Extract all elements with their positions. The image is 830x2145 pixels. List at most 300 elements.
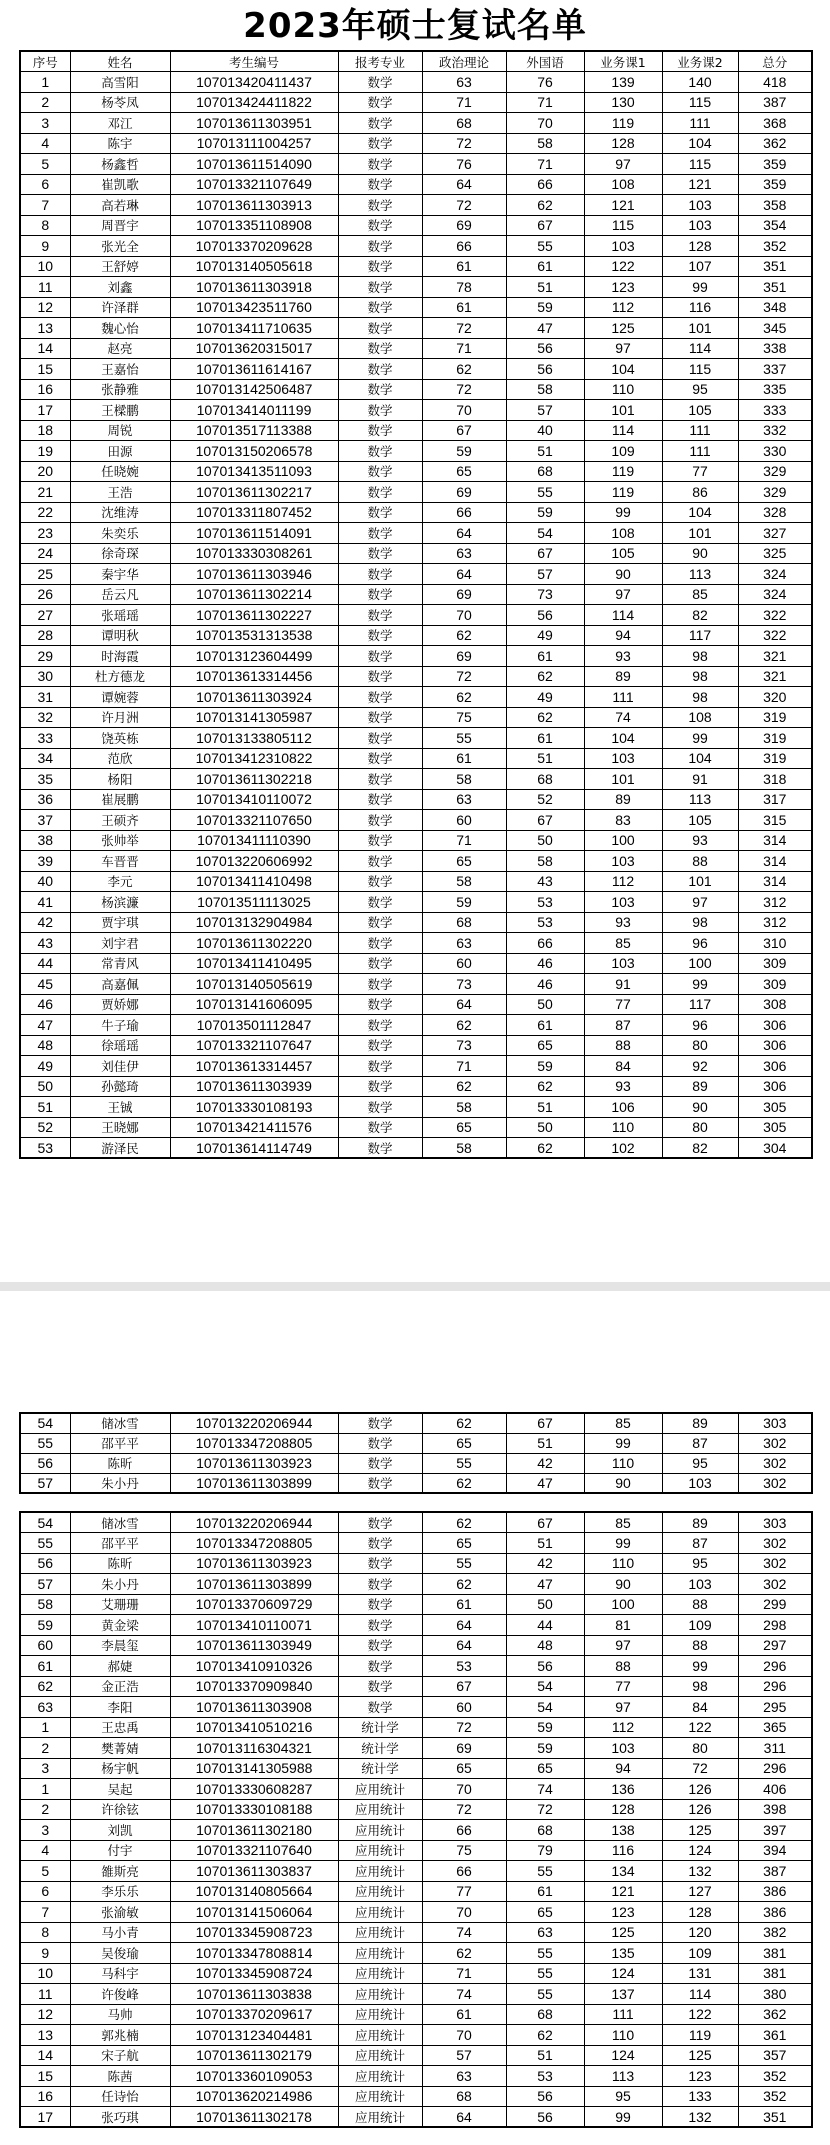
cell-serial: 30 <box>20 666 70 687</box>
cell-subject1: 124 <box>584 1963 662 1984</box>
cell-name: 马帅 <box>70 2004 170 2025</box>
table-row <box>20 1097 812 1118</box>
cell-subject1: 97 <box>584 584 662 605</box>
table-row <box>20 974 812 995</box>
cell-serial: 12 <box>20 297 70 318</box>
cell-politics: 55 <box>422 728 506 749</box>
cell-subject2: 98 <box>662 646 738 667</box>
cell-subject2: 103 <box>662 1574 738 1595</box>
cell-foreign-language: 51 <box>506 441 584 462</box>
cell-total: 312 <box>738 912 812 933</box>
cell-total: 381 <box>738 1963 812 1984</box>
cell-name: 田源 <box>70 441 170 462</box>
cell-major: 数学 <box>338 707 422 728</box>
cell-foreign-language: 59 <box>506 1056 584 1077</box>
cell-exam-id: 107013611302179 <box>170 2045 338 2066</box>
table-row <box>20 72 812 93</box>
cell-major: 数学 <box>338 113 422 134</box>
cell-subject1: 124 <box>584 2045 662 2066</box>
cell-politics: 66 <box>422 1861 506 1882</box>
cell-subject2: 132 <box>662 1861 738 1882</box>
cell-major: 数学 <box>338 892 422 913</box>
cell-major: 应用统计 <box>338 1779 422 1800</box>
cell-subject1: 103 <box>584 892 662 913</box>
cell-name: 崔凯歌 <box>70 174 170 195</box>
cell-major: 应用统计 <box>338 1984 422 2005</box>
cell-name: 陈宇 <box>70 133 170 154</box>
cell-subject2: 99 <box>662 277 738 298</box>
table-row <box>20 1056 812 1077</box>
cell-exam-id: 107013347808814 <box>170 1943 338 1964</box>
cell-total: 329 <box>738 461 812 482</box>
cell-name: 张瑶瑶 <box>70 605 170 626</box>
cell-subject2: 99 <box>662 728 738 749</box>
table-row <box>20 154 812 175</box>
cell-subject1: 97 <box>584 338 662 359</box>
cell-subject2: 131 <box>662 1963 738 1984</box>
cell-major: 数学 <box>338 502 422 523</box>
cell-politics: 64 <box>422 174 506 195</box>
cell-politics: 78 <box>422 277 506 298</box>
cell-total: 302 <box>738 1533 812 1554</box>
cell-exam-id: 107013611303951 <box>170 113 338 134</box>
cell-subject1: 99 <box>584 2107 662 2128</box>
cell-name: 王浩 <box>70 482 170 503</box>
cell-foreign-language: 51 <box>506 748 584 769</box>
cell-serial: 31 <box>20 687 70 708</box>
cell-major: 数学 <box>338 277 422 298</box>
cell-total: 329 <box>738 482 812 503</box>
cell-politics: 69 <box>422 646 506 667</box>
cell-name: 张渝敏 <box>70 1902 170 1923</box>
cell-politics: 61 <box>422 2004 506 2025</box>
cell-exam-id: 107013421411576 <box>170 1117 338 1138</box>
cell-foreign-language: 67 <box>506 1413 584 1433</box>
table-row <box>20 666 812 687</box>
cell-politics: 69 <box>422 584 506 605</box>
cell-name: 雒斯亮 <box>70 1861 170 1882</box>
cell-name: 高雪阳 <box>70 72 170 93</box>
cell-total: 319 <box>738 728 812 749</box>
cell-major: 数学 <box>338 666 422 687</box>
cell-exam-id: 107013613314456 <box>170 666 338 687</box>
table-row <box>20 1717 812 1738</box>
cell-serial: 20 <box>20 461 70 482</box>
cell-politics: 57 <box>422 2045 506 2066</box>
cell-subject2: 124 <box>662 1840 738 1861</box>
cell-total: 324 <box>738 564 812 585</box>
cell-name: 李晨玺 <box>70 1635 170 1656</box>
cell-exam-id: 107013620315017 <box>170 338 338 359</box>
cell-serial: 1 <box>20 72 70 93</box>
table-row <box>20 2025 812 2046</box>
cell-major: 数学 <box>338 646 422 667</box>
table-row <box>20 1413 812 1433</box>
cell-subject2: 126 <box>662 1779 738 1800</box>
candidate-table-page2-repeat <box>19 1412 813 1494</box>
table-row <box>20 564 812 585</box>
cell-name: 宋子航 <box>70 2045 170 2066</box>
cell-politics: 62 <box>422 625 506 646</box>
cell-subject2: 92 <box>662 1056 738 1077</box>
cell-subject2: 122 <box>662 1717 738 1738</box>
table-row <box>20 2086 812 2107</box>
cell-politics: 65 <box>422 1117 506 1138</box>
cell-subject1: 103 <box>584 236 662 257</box>
cell-subject2: 111 <box>662 420 738 441</box>
cell-foreign-language: 63 <box>506 1922 584 1943</box>
table-row <box>20 256 812 277</box>
cell-major: 数学 <box>338 1097 422 1118</box>
cell-subject1: 89 <box>584 789 662 810</box>
table-row <box>20 769 812 790</box>
cell-subject1: 88 <box>584 1656 662 1677</box>
cell-total: 394 <box>738 1840 812 1861</box>
cell-politics: 68 <box>422 2086 506 2107</box>
cell-subject2: 117 <box>662 625 738 646</box>
cell-name: 马科宇 <box>70 1963 170 1984</box>
cell-exam-id: 107013311807452 <box>170 502 338 523</box>
header-serial: 序号 <box>20 51 70 72</box>
cell-subject1: 103 <box>584 1738 662 1759</box>
cell-major: 数学 <box>338 461 422 482</box>
cell-serial: 2 <box>20 92 70 113</box>
cell-major: 数学 <box>338 133 422 154</box>
cell-total: 295 <box>738 1697 812 1718</box>
candidate-table-page2 <box>19 1511 813 2128</box>
cell-total: 351 <box>738 256 812 277</box>
cell-serial: 55 <box>20 1433 70 1453</box>
cell-subject1: 130 <box>584 92 662 113</box>
cell-foreign-language: 67 <box>506 215 584 236</box>
cell-serial: 10 <box>20 256 70 277</box>
header-total: 总分 <box>738 51 812 72</box>
cell-subject1: 121 <box>584 195 662 216</box>
table-row <box>20 482 812 503</box>
cell-subject1: 90 <box>584 564 662 585</box>
cell-name: 许月洲 <box>70 707 170 728</box>
table-row <box>20 1697 812 1718</box>
cell-foreign-language: 67 <box>506 810 584 831</box>
cell-major: 数学 <box>338 728 422 749</box>
cell-major: 应用统计 <box>338 1902 422 1923</box>
cell-politics: 65 <box>422 461 506 482</box>
cell-foreign-language: 55 <box>506 482 584 503</box>
cell-serial: 17 <box>20 2107 70 2128</box>
cell-major: 数学 <box>338 687 422 708</box>
cell-politics: 65 <box>422 1758 506 1779</box>
cell-exam-id: 107013424411822 <box>170 92 338 113</box>
cell-politics: 72 <box>422 133 506 154</box>
cell-name: 任诗怡 <box>70 2086 170 2107</box>
cell-major: 数学 <box>338 625 422 646</box>
cell-name: 谭明秋 <box>70 625 170 646</box>
cell-name: 王铖 <box>70 1097 170 1118</box>
table-row <box>20 851 812 872</box>
cell-subject2: 101 <box>662 318 738 339</box>
cell-name: 李阳 <box>70 1697 170 1718</box>
cell-subject2: 105 <box>662 400 738 421</box>
cell-serial: 9 <box>20 236 70 257</box>
cell-subject2: 72 <box>662 1758 738 1779</box>
cell-exam-id: 107013517113388 <box>170 420 338 441</box>
cell-serial: 1 <box>20 1779 70 1800</box>
cell-exam-id: 107013142506487 <box>170 379 338 400</box>
cell-exam-id: 107013133805112 <box>170 728 338 749</box>
cell-serial: 25 <box>20 564 70 585</box>
cell-name: 金正浩 <box>70 1676 170 1697</box>
cell-foreign-language: 56 <box>506 338 584 359</box>
cell-major: 数学 <box>338 1035 422 1056</box>
cell-foreign-language: 40 <box>506 420 584 441</box>
cell-subject1: 95 <box>584 2086 662 2107</box>
cell-foreign-language: 62 <box>506 195 584 216</box>
cell-exam-id: 107013611303939 <box>170 1076 338 1097</box>
cell-name: 马小青 <box>70 1922 170 1943</box>
cell-subject1: 125 <box>584 318 662 339</box>
cell-politics: 66 <box>422 502 506 523</box>
cell-major: 数学 <box>338 912 422 933</box>
cell-name: 周锐 <box>70 420 170 441</box>
cell-name: 张帅举 <box>70 830 170 851</box>
cell-total: 354 <box>738 215 812 236</box>
table-row <box>20 174 812 195</box>
cell-serial: 4 <box>20 133 70 154</box>
cell-politics: 59 <box>422 892 506 913</box>
cell-total: 348 <box>738 297 812 318</box>
cell-subject2: 128 <box>662 236 738 257</box>
cell-total: 309 <box>738 974 812 995</box>
cell-total: 362 <box>738 133 812 154</box>
cell-total: 314 <box>738 851 812 872</box>
cell-politics: 70 <box>422 1902 506 1923</box>
cell-major: 数学 <box>338 543 422 564</box>
cell-exam-id: 107013611302227 <box>170 605 338 626</box>
cell-exam-id: 107013423511760 <box>170 297 338 318</box>
cell-name: 朱小丹 <box>70 1574 170 1595</box>
table-row <box>20 933 812 954</box>
cell-serial: 7 <box>20 195 70 216</box>
cell-serial: 32 <box>20 707 70 728</box>
cell-name: 车晋晋 <box>70 851 170 872</box>
cell-exam-id: 107013611303899 <box>170 1574 338 1595</box>
cell-total: 302 <box>738 1433 812 1453</box>
cell-name: 沈维涛 <box>70 502 170 523</box>
cell-subject2: 126 <box>662 1799 738 1820</box>
cell-name: 王嘉怡 <box>70 359 170 380</box>
cell-subject1: 99 <box>584 1433 662 1453</box>
cell-politics: 74 <box>422 1922 506 1943</box>
cell-foreign-language: 59 <box>506 297 584 318</box>
cell-serial: 56 <box>20 1553 70 1574</box>
cell-total: 317 <box>738 789 812 810</box>
cell-subject1: 112 <box>584 1717 662 1738</box>
cell-serial: 26 <box>20 584 70 605</box>
cell-politics: 58 <box>422 1097 506 1118</box>
cell-foreign-language: 74 <box>506 1779 584 1800</box>
cell-name: 范欣 <box>70 748 170 769</box>
cell-subject2: 114 <box>662 1984 738 2005</box>
cell-foreign-language: 55 <box>506 1861 584 1882</box>
header-subject1: 业务课1 <box>584 51 662 72</box>
cell-politics: 64 <box>422 564 506 585</box>
cell-politics: 60 <box>422 810 506 831</box>
cell-major: 数学 <box>338 1138 422 1159</box>
cell-exam-id: 107013330608287 <box>170 1779 338 1800</box>
cell-name: 张光全 <box>70 236 170 257</box>
cell-subject1: 137 <box>584 1984 662 2005</box>
table-row <box>20 1433 812 1453</box>
cell-foreign-language: 68 <box>506 1820 584 1841</box>
cell-exam-id: 107013611303908 <box>170 1697 338 1718</box>
cell-politics: 61 <box>422 748 506 769</box>
cell-total: 299 <box>738 1594 812 1615</box>
cell-serial: 47 <box>20 1015 70 1036</box>
table-row <box>20 1656 812 1677</box>
cell-subject1: 102 <box>584 1138 662 1159</box>
cell-serial: 39 <box>20 851 70 872</box>
cell-total: 352 <box>738 2066 812 2087</box>
cell-total: 314 <box>738 830 812 851</box>
table-row <box>20 1594 812 1615</box>
cell-exam-id: 107013611302217 <box>170 482 338 503</box>
table-row <box>20 400 812 421</box>
cell-name: 谭婉蓉 <box>70 687 170 708</box>
table-row <box>20 1015 812 1036</box>
cell-exam-id: 107013370209617 <box>170 2004 338 2025</box>
cell-name: 魏心怡 <box>70 318 170 339</box>
cell-name: 王忠禹 <box>70 1717 170 1738</box>
cell-exam-id: 107013611302218 <box>170 769 338 790</box>
cell-subject2: 95 <box>662 379 738 400</box>
cell-name: 吴俊瑜 <box>70 1943 170 1964</box>
table-row <box>20 1943 812 1964</box>
cell-subject2: 98 <box>662 687 738 708</box>
cell-name: 常青风 <box>70 953 170 974</box>
cell-name: 许俊峰 <box>70 1984 170 2005</box>
cell-exam-id: 107013611302178 <box>170 2107 338 2128</box>
cell-subject2: 86 <box>662 482 738 503</box>
table-row <box>20 502 812 523</box>
cell-foreign-language: 70 <box>506 113 584 134</box>
cell-subject1: 90 <box>584 1574 662 1595</box>
cell-politics: 72 <box>422 1717 506 1738</box>
cell-foreign-language: 61 <box>506 646 584 667</box>
cell-foreign-language: 54 <box>506 1697 584 1718</box>
table-row <box>20 543 812 564</box>
cell-politics: 67 <box>422 1676 506 1697</box>
cell-subject2: 98 <box>662 912 738 933</box>
cell-politics: 59 <box>422 441 506 462</box>
table-row <box>20 1963 812 1984</box>
cell-total: 306 <box>738 1056 812 1077</box>
cell-total: 319 <box>738 707 812 728</box>
cell-serial: 11 <box>20 1984 70 2005</box>
cell-name: 许徐铉 <box>70 1799 170 1820</box>
cell-total: 297 <box>738 1635 812 1656</box>
cell-total: 345 <box>738 318 812 339</box>
cell-subject1: 101 <box>584 769 662 790</box>
cell-politics: 60 <box>422 1697 506 1718</box>
cell-foreign-language: 50 <box>506 1594 584 1615</box>
cell-major: 数学 <box>338 1413 422 1433</box>
table-row <box>20 830 812 851</box>
cell-exam-id: 107013345908723 <box>170 1922 338 1943</box>
cell-subject1: 123 <box>584 277 662 298</box>
cell-subject1: 100 <box>584 1594 662 1615</box>
cell-subject1: 122 <box>584 256 662 277</box>
cell-politics: 73 <box>422 1035 506 1056</box>
cell-foreign-language: 59 <box>506 1717 584 1738</box>
cell-serial: 59 <box>20 1615 70 1636</box>
cell-subject2: 103 <box>662 195 738 216</box>
cell-total: 319 <box>738 748 812 769</box>
cell-subject1: 121 <box>584 1881 662 1902</box>
cell-name: 王舒婷 <box>70 256 170 277</box>
table-row <box>20 441 812 462</box>
cell-subject1: 110 <box>584 2025 662 2046</box>
cell-serial: 33 <box>20 728 70 749</box>
cell-foreign-language: 61 <box>506 728 584 749</box>
cell-major: 数学 <box>338 1676 422 1697</box>
cell-subject2: 140 <box>662 72 738 93</box>
cell-total: 303 <box>738 1413 812 1433</box>
cell-serial: 3 <box>20 1758 70 1779</box>
table-row <box>20 338 812 359</box>
cell-subject1: 135 <box>584 1943 662 1964</box>
cell-politics: 74 <box>422 1984 506 2005</box>
cell-serial: 22 <box>20 502 70 523</box>
cell-serial: 2 <box>20 1738 70 1759</box>
cell-subject1: 94 <box>584 625 662 646</box>
header-subject2: 业务课2 <box>662 51 738 72</box>
cell-subject1: 85 <box>584 1413 662 1433</box>
cell-major: 数学 <box>338 584 422 605</box>
cell-exam-id: 107013410110071 <box>170 1615 338 1636</box>
cell-serial: 27 <box>20 605 70 626</box>
cell-exam-id: 107013141305987 <box>170 707 338 728</box>
cell-exam-id: 107013414011199 <box>170 400 338 421</box>
table-row <box>20 1076 812 1097</box>
cell-foreign-language: 44 <box>506 1615 584 1636</box>
cell-name: 岳云凡 <box>70 584 170 605</box>
cell-foreign-language: 59 <box>506 502 584 523</box>
cell-name: 牛子瑜 <box>70 1015 170 1036</box>
table-row <box>20 1861 812 1882</box>
cell-foreign-language: 49 <box>506 625 584 646</box>
cell-subject2: 96 <box>662 1015 738 1036</box>
cell-subject1: 108 <box>584 523 662 544</box>
cell-name: 高嘉佩 <box>70 974 170 995</box>
header-major: 报考专业 <box>338 51 422 72</box>
cell-total: 386 <box>738 1902 812 1923</box>
header-foreign-language: 外国语 <box>506 51 584 72</box>
cell-subject2: 103 <box>662 1473 738 1493</box>
cell-name: 陈昕 <box>70 1453 170 1473</box>
cell-exam-id: 107013611303949 <box>170 1635 338 1656</box>
table-row <box>20 1512 812 1533</box>
header-politics: 政治理论 <box>422 51 506 72</box>
cell-subject2: 117 <box>662 994 738 1015</box>
cell-major: 数学 <box>338 564 422 585</box>
table-row <box>20 1473 812 1493</box>
cell-politics: 53 <box>422 1656 506 1677</box>
cell-exam-id: 107013611614167 <box>170 359 338 380</box>
cell-total: 328 <box>738 502 812 523</box>
cell-foreign-language: 57 <box>506 400 584 421</box>
cell-serial: 6 <box>20 174 70 195</box>
cell-subject1: 88 <box>584 1035 662 1056</box>
